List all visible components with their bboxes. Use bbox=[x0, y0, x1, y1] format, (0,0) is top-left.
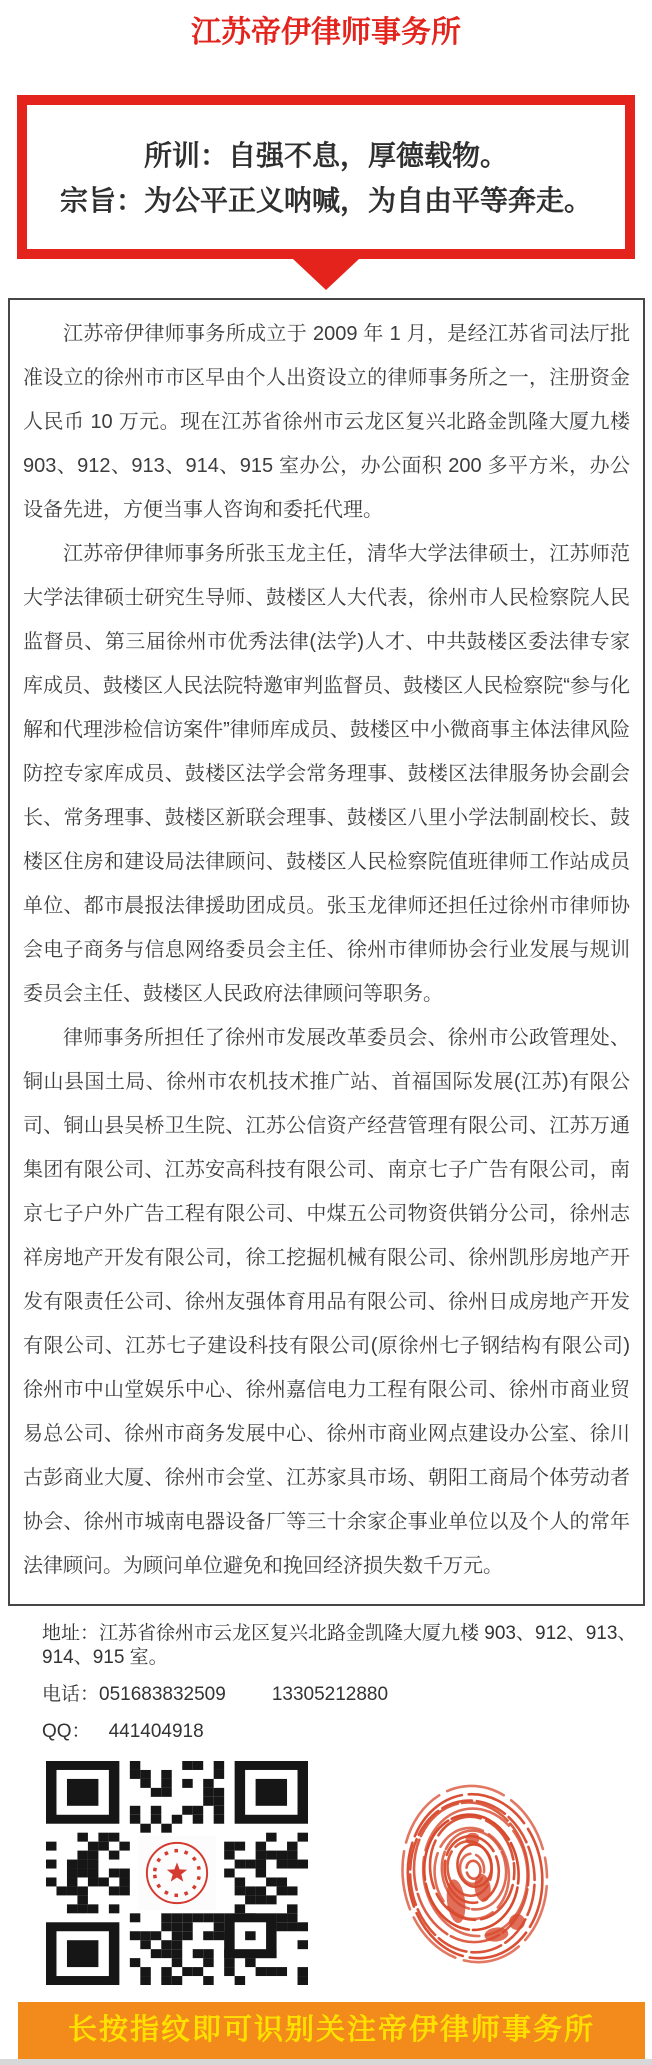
page-title: 江苏帝伊律师事务所 bbox=[191, 16, 461, 49]
address-line bbox=[42, 1622, 652, 1670]
banner-text: 长按指纹即可识别关注帝伊律师事务所 bbox=[67, 2014, 595, 2046]
media-row bbox=[0, 1757, 652, 1992]
qq-line bbox=[42, 1720, 652, 1744]
motto-line-1: 所训：自强不息，厚德载物。 bbox=[143, 140, 508, 171]
address-label: 地址： bbox=[42, 1623, 100, 1644]
motto-box bbox=[17, 95, 635, 259]
phone-number-2: 13305212880 bbox=[271, 1684, 389, 1705]
firm-seal-icon bbox=[138, 1836, 216, 1910]
qq-number: 441404918 bbox=[108, 1721, 204, 1742]
bottom-strip bbox=[0, 2059, 652, 2065]
intro-paragraph: 江苏帝伊律师事务所张玉龙主任，清华大学法律硕士，江苏师范大学法律硕士研究生导师、鼓楼区人大代表，徐州市人民检察院人民监督员、第三届徐州市优秀法律(法学)人才、中共鼓楼区委法律专家库成员、鼓楼区人民法院特邀审判监督员、鼓楼区人民检察院“参与化解和代理涉检信访案件”律师库成员、鼓楼区中小微商事主体法律风险防控专家库成员、鼓楼区法学会常务理事、鼓楼区法律服务协会副会长、常务理事、鼓楼区新联会理事、鼓楼区八里小学法制副校长、鼓楼区住房和建设局法律顾问、鼓楼区人民检察院值班律师工作站成员单位、都市晨报法律援助团成员。张玉龙律师还担任过徐州市律师协会电子商务与信息网络委员会主任、徐州市律师协会行业发展与规训委员会主任、鼓楼区人民政府法律顾问等职务。 bbox=[23, 543, 630, 1005]
arrow-down-icon bbox=[293, 259, 359, 290]
motto-line-2: 宗旨：为公平正义呐喊，为自由平等奔走。 bbox=[59, 185, 592, 216]
address-value: 江苏省徐州市云龙区复兴北路金凯隆大厦九楼 903、912、913、914、915 室。 bbox=[42, 1623, 637, 1668]
contact-block bbox=[42, 1622, 652, 1744]
follow-banner bbox=[18, 2002, 645, 2059]
intro-paragraph: 江苏帝伊律师事务所成立于 2009 年 1 月，是经江苏省司法厅批准设立的徐州市市区早由个人出资设立的律师事务所之一，注册资金人民币 10 万元。现在江苏省徐州市云龙区复兴北路金凯隆大厦九楼 903、912、913、914、915 室办公，办公面积 200 多平方米，办公设备先进，方便当事人咨询和委托代理。 bbox=[23, 323, 630, 521]
qr-code-image[interactable] bbox=[46, 1761, 308, 1985]
phone-number-1: 051683832509 bbox=[99, 1684, 226, 1705]
phone-label: 电话： bbox=[42, 1684, 100, 1705]
phone-line bbox=[42, 1683, 652, 1707]
firm-introduction-box bbox=[8, 298, 645, 1606]
fingerprint-image[interactable] bbox=[388, 1769, 556, 1965]
intro-paragraph: 律师事务所担任了徐州市发展改革委员会、徐州市公政管理处、铜山县国土局、徐州市农机技术推广站、首福国际发展(江苏)有限公司、铜山县吴桥卫生院、江苏公信资产经营管理有限公司、江苏万通集团有限公司、江苏安高科技有限公司、南京七子广告有限公司，南京七子户外广告工程有限公司、中煤五公司物资供销分公司，徐州志祥房地产开发有限公司，徐工挖掘机械有限公司、徐州凯彤房地产开发有限责任公司、徐州友强体育用品有限公司、徐州日成房地产开发有限公司、江苏七子建设科技有限公司(原徐州七子钢结构有限公司)徐州市中山堂娱乐中心、徐州嘉信电力工程有限公司、徐州市商业贸易总公司、徐州市商务发展中心、徐州市商业网点建设办公室、徐川古彭商业大厦、徐州市会堂、江苏家具市场、朝阳工商局个体劳动者协会、徐州市城南电器设备厂等三十余家企事业单位以及个人的常年法律顾问。为顾问单位避免和挽回经济损失数千万元。 bbox=[23, 1027, 630, 1577]
qq-label: QQ： bbox=[42, 1721, 91, 1742]
